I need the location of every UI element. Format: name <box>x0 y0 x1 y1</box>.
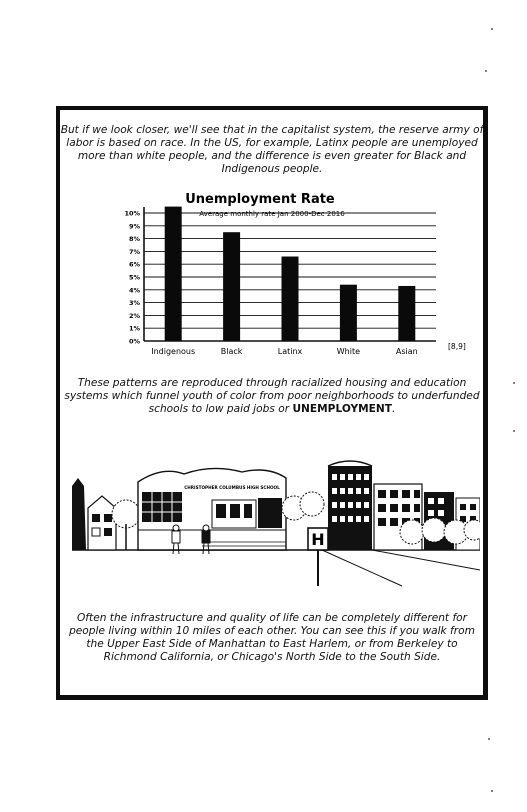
y-tick-label: 9% <box>128 222 140 231</box>
chart-x-labels <box>151 347 417 356</box>
scan-speck <box>513 430 515 432</box>
scan-speck <box>513 382 515 384</box>
y-tick-label: 2% <box>128 311 140 320</box>
bar-latinx <box>282 257 299 341</box>
y-tick-label: 5% <box>128 273 140 282</box>
middle-text-emphasis: UNEMPLOYMENT <box>292 403 392 415</box>
bar-white <box>340 285 357 341</box>
chart-bars <box>165 207 416 341</box>
x-tick-label: Black <box>220 347 243 356</box>
scan-speck <box>485 70 487 72</box>
y-tick-label: 0% <box>128 337 140 346</box>
bar-indigenous <box>165 207 182 341</box>
y-tick-label: 7% <box>128 247 140 256</box>
intro-text: But if we look closer, we'll see that in the capitalist system, the reserve army of labor is based on race. In the US, for example, Latinx people are unemployed more than white people, and the difference is even greater for Black and Indigenous people. <box>60 124 484 175</box>
y-tick-label: 4% <box>128 286 140 295</box>
bar-black <box>223 232 240 341</box>
bar-asian <box>398 286 415 341</box>
chart-subtitle: Average monthly rate Jan 2000-Dec 2016 <box>199 210 345 218</box>
comic-panel <box>56 106 488 700</box>
scan-speck <box>491 790 493 792</box>
left-building-shadow <box>72 478 86 550</box>
citation-label: [8,9] <box>448 342 466 351</box>
chart-y-ticks <box>124 210 140 346</box>
y-tick-label: 10% <box>124 209 140 218</box>
y-tick-label: 3% <box>128 299 140 308</box>
hospital-sign <box>308 528 328 586</box>
x-tick-label: Indigenous <box>151 347 196 356</box>
x-tick-label: White <box>336 347 361 356</box>
street-illustration <box>72 458 480 590</box>
chart-title: Unemployment Rate <box>185 192 335 207</box>
left-house <box>88 496 116 550</box>
y-tick-label: 1% <box>128 324 140 333</box>
bottom-text: Often the infrastructure and quality of life can be completely different for people living within 10 miles of each other. You can see this if you walk from the Upper East Side of Manhattan to East Harlem, or from Berkeley to Richmond California, or Chicago's North Side to the South Side. <box>69 612 475 663</box>
hospital-sign-letter: H <box>311 530 325 549</box>
x-tick-label: Asian <box>395 347 418 356</box>
middle-text-end: . <box>392 403 396 415</box>
y-tick-label: 8% <box>128 235 140 244</box>
school-sign: CHRISTOPHER COLUMBUS HIGH SCHOOL <box>184 485 280 490</box>
unemployment-chart <box>60 186 484 376</box>
middle-text-main: These patterns are reproduced through racialized housing and education systems which funnel youth of color from poor neighborhoods to underfunded schools to low paid jobs or <box>64 377 480 415</box>
school-building <box>138 468 286 550</box>
scan-speck <box>488 738 490 740</box>
scan-speck <box>491 28 493 30</box>
y-tick-label: 6% <box>128 260 140 269</box>
x-tick-label: Latinx <box>277 347 303 356</box>
middle-text <box>60 377 484 416</box>
